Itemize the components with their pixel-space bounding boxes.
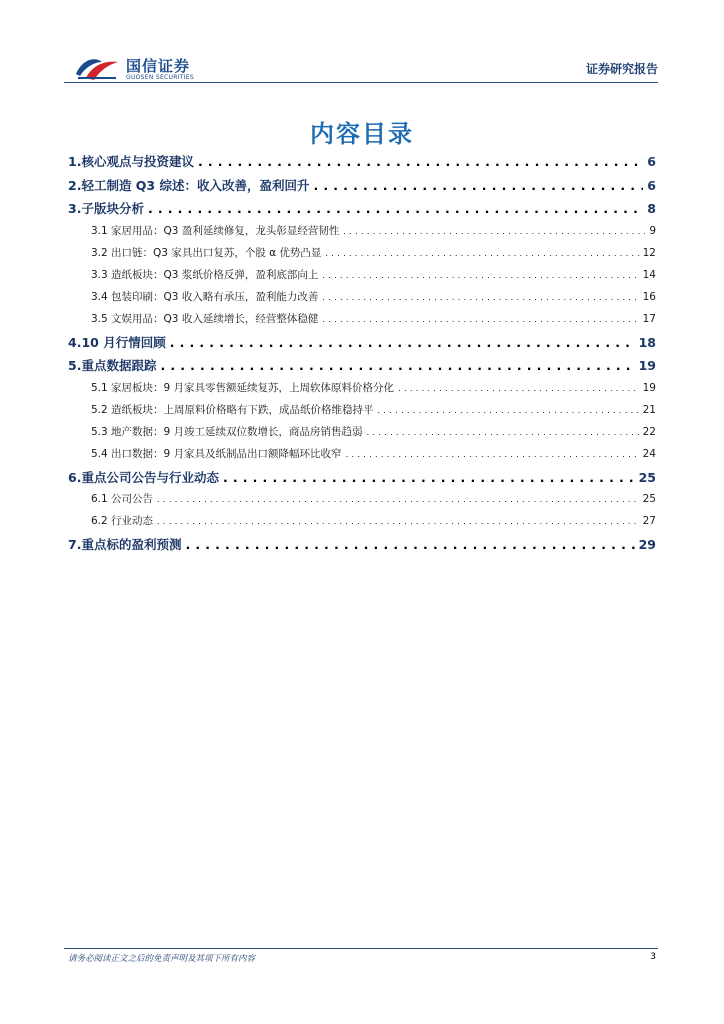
footer-divider (64, 948, 658, 949)
dot-leader (223, 470, 635, 485)
dot-leader (398, 384, 639, 393)
dot-leader (325, 249, 638, 258)
toc-subentry[interactable] (68, 311, 656, 333)
dot-leader (170, 335, 635, 350)
report-type-label: 证券研究报告 (585, 62, 658, 76)
toc-subentry[interactable] (68, 289, 656, 311)
toc-entry-page: 8 (647, 201, 656, 216)
dot-leader (313, 178, 643, 193)
toc-entry-page: 25 (642, 493, 656, 505)
dot-leader (378, 406, 639, 415)
toc-entry-title: 6.2 行业动态 (91, 515, 154, 527)
toc-entry-page: 12 (642, 246, 656, 259)
toc-entry-title: 3.3 造纸板块：Q3 浆纸价格反弹，盈利底部向上 (91, 268, 319, 281)
toc-entry-title: 1.核心观点与投资建议 (68, 154, 194, 169)
toc-subentry[interactable] (68, 245, 656, 267)
dot-leader (322, 315, 638, 324)
disclaimer-note: 请务必阅读正文之后的免责声明及其项下所有内容 (68, 954, 256, 964)
toc-entry[interactable] (68, 356, 656, 380)
toc-entry-title: 3.1 家居用品：Q3 盈利延续修复，龙头彰显经营韧性 (91, 224, 340, 237)
toc-entry-page: 29 (638, 537, 656, 552)
dot-leader (160, 358, 634, 373)
toc-entry[interactable] (68, 199, 656, 223)
toc-entry-page: 22 (642, 425, 656, 438)
toc-entry-title: 4.10 月行情回顾 (68, 334, 166, 350)
toc-entry-title: 5.2 造纸板块：上周原料价格略有下跌，成品纸价格维稳持平 (91, 403, 374, 416)
toc-entry-page: 27 (642, 515, 656, 527)
toc-entry-page: 9 (649, 224, 656, 237)
toc-entry[interactable] (68, 535, 656, 559)
brand-name-en: GUOSEN SECURITIES (126, 74, 195, 81)
toc-entry-page: 17 (642, 312, 656, 325)
toc-entry-page: 18 (638, 334, 656, 350)
dot-leader (343, 227, 645, 236)
toc-entry-page: 6 (647, 177, 656, 193)
toc-entry[interactable] (68, 468, 656, 492)
dot-leader (322, 293, 638, 302)
dot-leader (157, 517, 639, 526)
guosen-logo-icon (72, 52, 122, 82)
dot-leader (148, 201, 643, 216)
toc-subentry[interactable] (68, 491, 656, 513)
brand-name: 国信证券 (126, 57, 191, 75)
toc-subentry[interactable] (68, 223, 656, 245)
toc-entry-title: 5.4 出口数据：9 月家具及纸制品出口额降幅环比收窄 (91, 447, 342, 460)
page-number: 3 (650, 952, 656, 962)
dot-leader (157, 495, 639, 504)
toc-entry-title: 5.1 家居板块：9 月家具零售额延续复苏，上周软体原料价格分化 (91, 381, 395, 394)
toc-subentry[interactable] (68, 424, 656, 446)
toc-entry-title: 3.子版块分析 (68, 201, 144, 216)
toc-subentry[interactable] (68, 446, 656, 468)
toc-entry-title: 6.重点公司公告与行业动态 (68, 469, 219, 485)
toc-entry-page: 19 (642, 381, 656, 394)
dot-leader (198, 154, 643, 169)
table-of-contents (68, 152, 656, 559)
toc-entry-page: 14 (642, 268, 656, 281)
toc-entry-title: 2.轻工制造 Q3 综述：收入改善，盈利回升 (68, 177, 310, 193)
dot-leader (322, 271, 638, 280)
dot-leader (346, 450, 639, 459)
toc-entry-page: 19 (638, 358, 656, 373)
toc-entry-title: 3.2 出口链：Q3 家具出口复苏，个股 α 优势凸显 (91, 246, 322, 259)
toc-entry-title: 7.重点标的盈利预测 (68, 537, 182, 552)
toc-subentry[interactable] (68, 402, 656, 424)
toc-entry-title: 3.5 文娱用品：Q3 收入延续增长，经营整体稳健 (91, 312, 319, 325)
toc-entry-title: 5.重点数据跟踪 (68, 358, 157, 373)
toc-subentry[interactable] (68, 267, 656, 289)
toc-entry[interactable] (68, 333, 656, 357)
dot-leader (367, 428, 639, 437)
toc-subentry[interactable] (68, 513, 656, 535)
dot-leader (185, 537, 634, 552)
toc-entry-page: 21 (642, 403, 656, 416)
toc-entry[interactable] (68, 152, 656, 176)
toc-entry-page: 16 (642, 290, 656, 303)
page-header (64, 48, 658, 88)
toc-entry[interactable] (68, 176, 656, 200)
toc-entry-page: 24 (642, 447, 656, 460)
header-divider (64, 82, 658, 83)
toc-subentry[interactable] (68, 380, 656, 402)
toc-entry-title: 6.1 公司公告 (91, 493, 154, 505)
toc-entry-title: 5.3 地产数据：9 月竣工延续双位数增长，商品房销售趋弱 (91, 425, 363, 438)
toc-entry-page: 25 (638, 469, 656, 485)
toc-entry-page: 6 (647, 154, 656, 169)
page-title: 内容目录 (310, 120, 414, 148)
toc-entry-title: 3.4 包装印刷：Q3 收入略有承压，盈利能力改善 (91, 290, 319, 303)
